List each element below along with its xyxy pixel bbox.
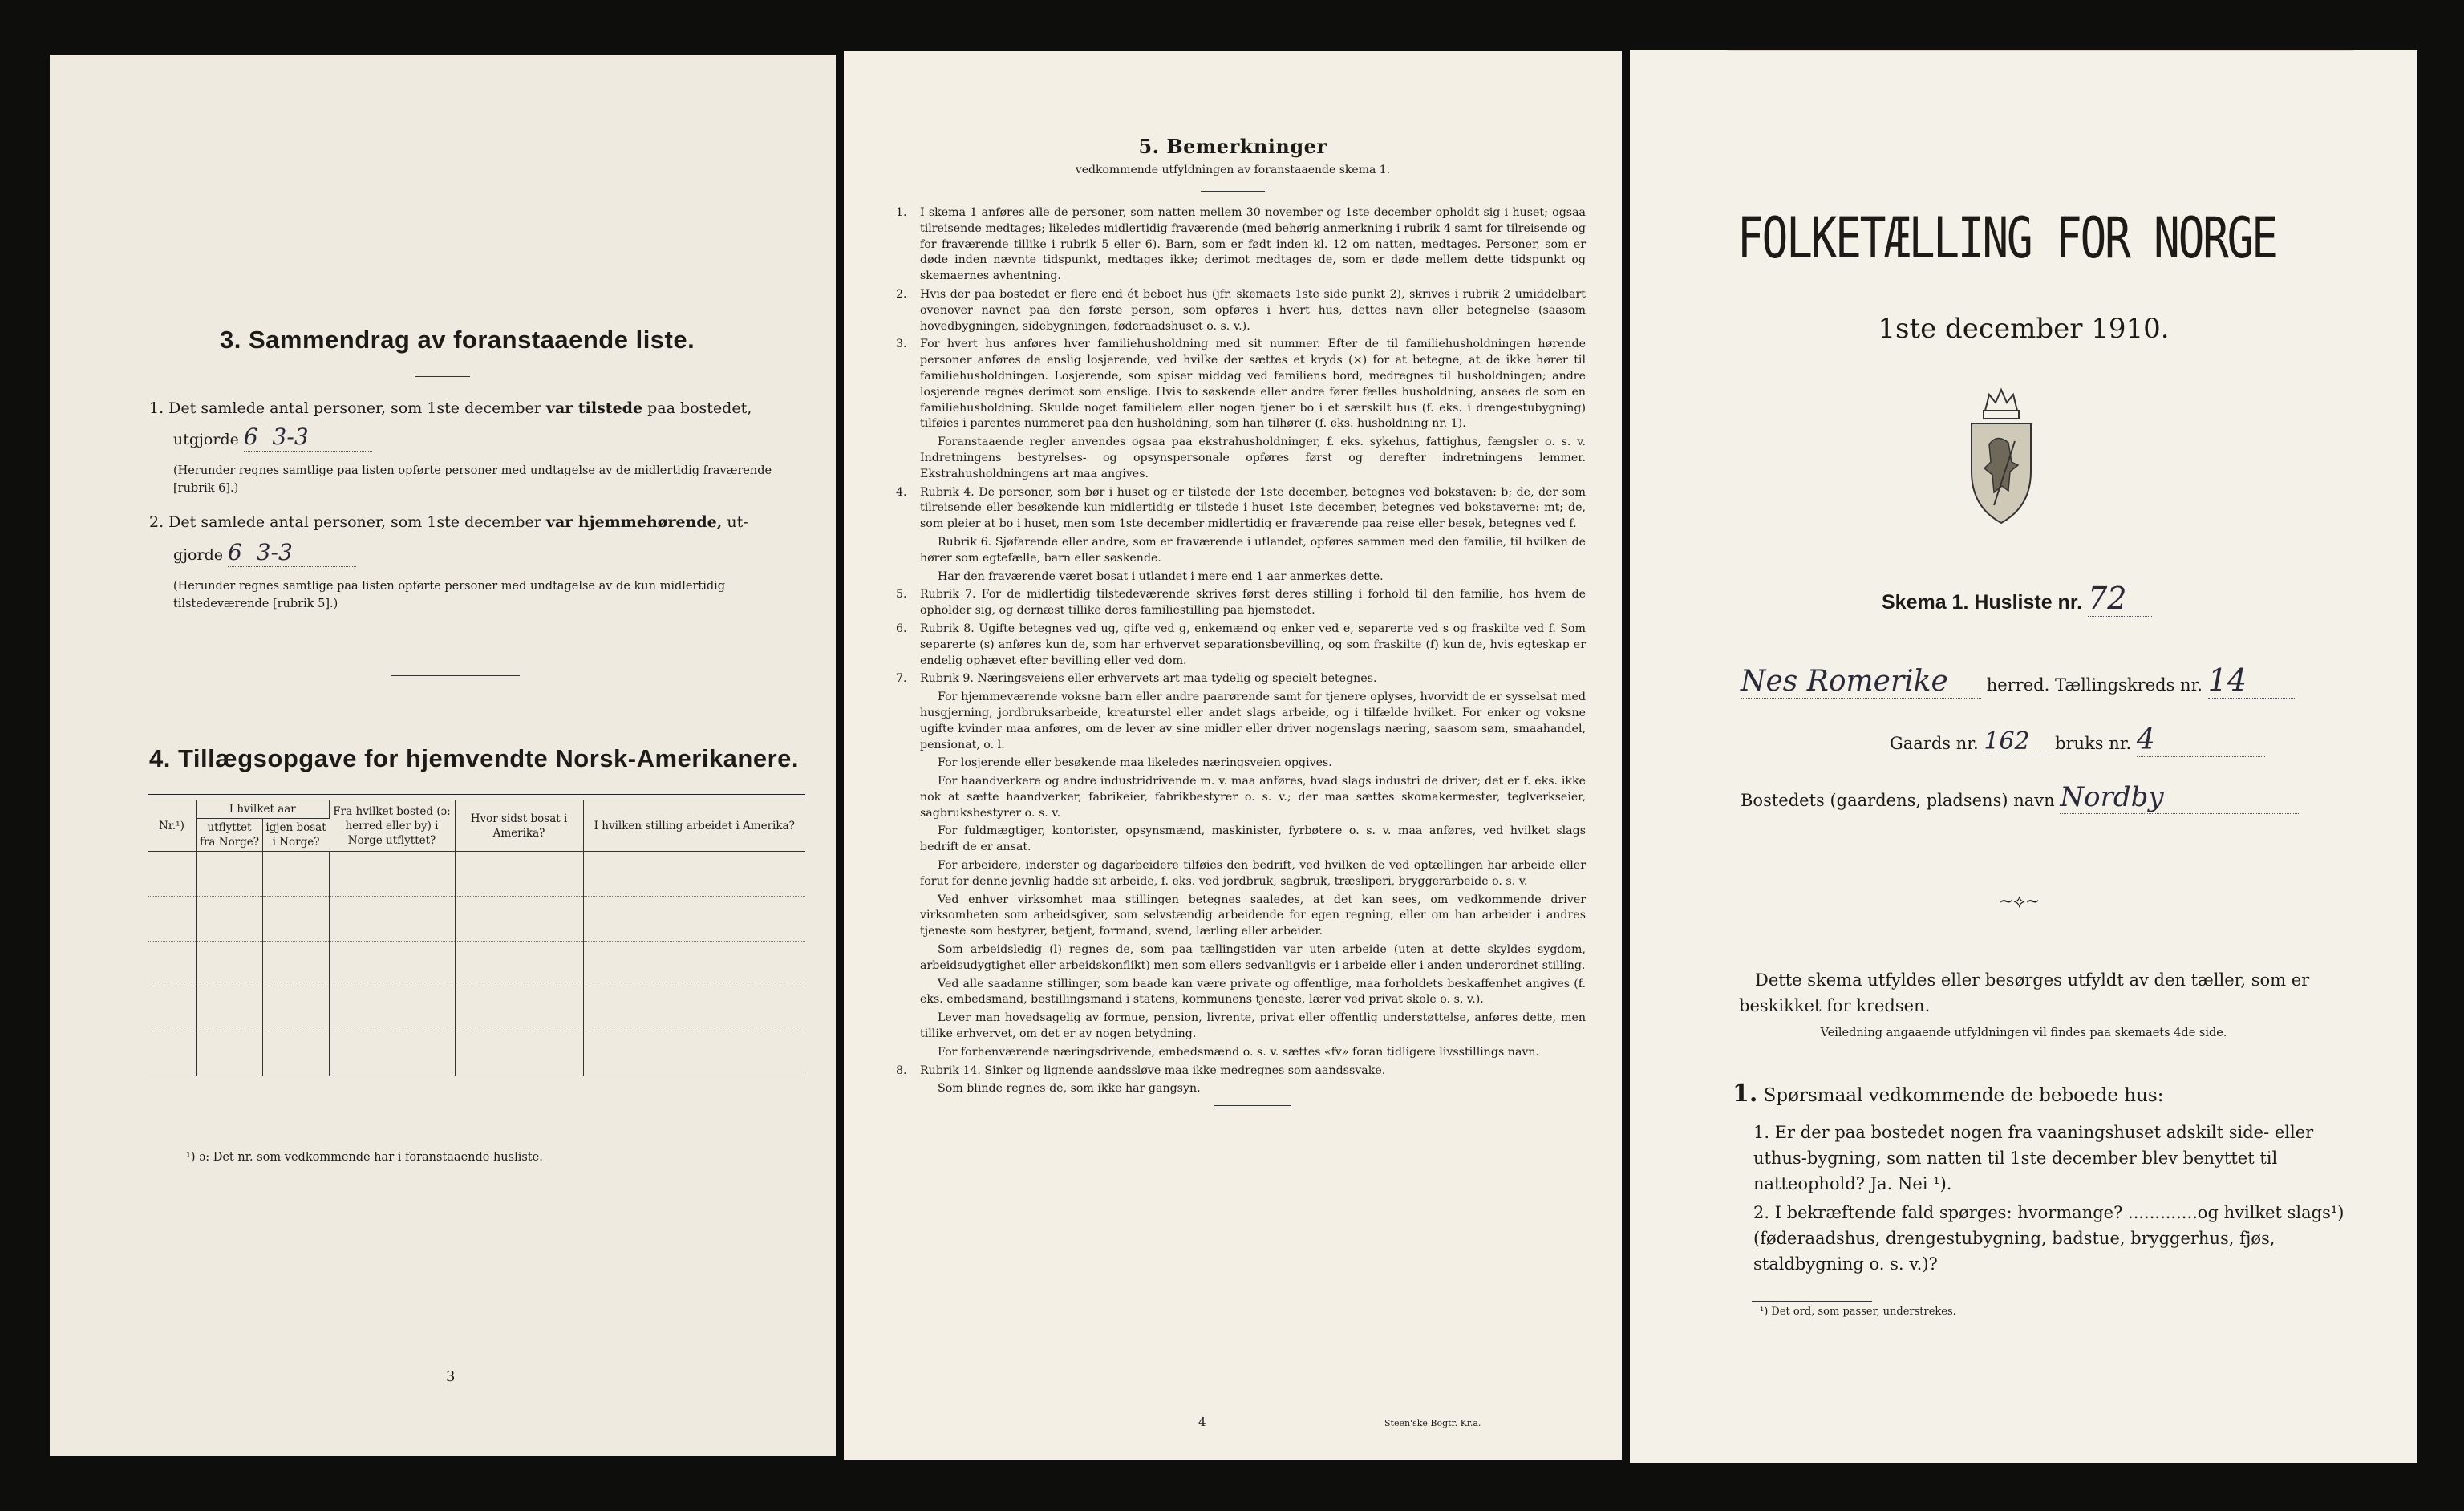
remark-item xyxy=(920,1045,1586,1061)
remarks-subtitle: vedkommende utfyldningen av foranstaaende skema 1. xyxy=(1075,164,1391,176)
page-middle xyxy=(844,51,1622,1460)
item1-utgjorde: utgjorde 6 3-3 xyxy=(173,423,372,453)
remark-item xyxy=(896,587,1586,619)
table-footnote: ¹) ɔ: Det nr. som vedkommende har i foranstaaende husliste. xyxy=(186,1151,543,1164)
remark-item xyxy=(920,690,1586,753)
remark-text: For forhenværende næringsdrivende, embedsmænd o. s. v. sættes «fv» foran tidligere livsstillings navn. xyxy=(938,1045,1540,1059)
page-left xyxy=(50,55,836,1456)
remark-text: For haandverkere og andre industridrivende m. v. maa anføres, hvad slags industri de driver; det er f. eks. ikke nok at sætte haandverker, fabrikeier, fabrikbestyrer o. s. v.; der maa sættes skomakermester, teglverkseier, sagbruksbestyrer o. s. v. xyxy=(920,775,1586,820)
remark-text: Rubrik 6. Sjøfarende eller andre, som er fraværende i utlandet, opføres sammen med den familie, til hvilken de hører som egtefælle, barn eller søskende. xyxy=(920,535,1586,565)
remark-text: For fuldmægtiger, kontorister, opsynsmænd, maskinister, fyrbøtere o. s. v. maa anføres, ved hvilket slags bedrift de er ansat. xyxy=(920,824,1586,854)
remark-text: Rubrik 9. Næringsveiens eller erhvervets art maa tydelig og specielt betegnes. xyxy=(920,672,1377,686)
section3-title: 3. Sammendrag av foranstaaende liste. xyxy=(220,326,695,354)
instruction: Dette skema utfyldes eller besørges utfyldt av den tæller, som er beskikket for kredsen. xyxy=(1739,970,2310,1015)
remark-item xyxy=(896,671,1586,687)
remark-item xyxy=(920,858,1586,890)
remark-number: 1. xyxy=(896,206,907,219)
norsk-amerikanere-table xyxy=(148,800,805,1076)
footnote: ¹) Det ord, som passer, understrekes. xyxy=(1760,1306,1956,1318)
remark-number: 3. xyxy=(896,338,907,351)
remark-text: Har den fraværende været bosat i utlandet i mere end 1 aar anmerkes dette. xyxy=(938,569,1384,583)
herred-line: Nes Romerike herred. Tællingskreds nr. 14 xyxy=(1741,662,2296,699)
remark-item xyxy=(920,977,1586,1009)
item1: 1. Det samlede antal personer, som 1ste december var tilstede paa bostedet, xyxy=(149,399,752,417)
remark-item xyxy=(896,485,1586,533)
item2-gjorde: gjorde 6 3-3 xyxy=(173,539,356,569)
question-2: 2. I bekræftende fald spørges: hvormange? .............og hvilket slags¹) (føderaadshus, drengestubygning, badstue, bryggerhus, fjøs, staldbygning o. s. v.)? xyxy=(1753,1203,2344,1274)
question-heading: 1. Spørsmaal vedkommende de beboede hus: xyxy=(1732,1080,2164,1108)
census-date: 1ste december 1910. xyxy=(1878,313,2170,345)
remarks-title: 5. Bemerkninger xyxy=(1138,135,1327,158)
skema-label: Skema 1. Husliste nr. 72 xyxy=(1882,581,2152,617)
divider xyxy=(415,376,470,377)
remarks-list xyxy=(896,205,1586,1106)
divider xyxy=(1214,1105,1291,1106)
remark-number: 5. xyxy=(896,588,907,602)
table-top-rule xyxy=(148,794,805,800)
remark-number: 6. xyxy=(896,622,907,635)
remark-item xyxy=(896,287,1586,334)
remark-text: For hjemmeværende voksne barn eller andre paarørende samt for tjenere oplyses, hvorvidt de er sysselsat med husgjerning, jordbruksarbeide, kreaturstel eller andet slags arbeide, og i tilfælde hvilket. For enker og voksne ugifte kvinder maa anføres, om de lever av sine midler eller driver nogenslags næring, saasom søm, smaahandel, pensionat, o. l. xyxy=(920,691,1586,751)
remark-text: For arbeidere, inderster og dagarbeidere tilføies den bedrift, ved hvilken de ved optællingen har arbeide eller forut for denne jevnlig hadde sit arbeide, f. eks. ved jordbruk, sagbruk, træsliperi, bryggerarbeide o. s. v. xyxy=(920,859,1586,888)
table-row xyxy=(148,1031,805,1076)
remark-item xyxy=(920,756,1586,772)
divider xyxy=(391,675,520,676)
remark-text: Rubrik 14. Sinker og lignende aandssløve maa ikke medregnes som aandssvake. xyxy=(920,1063,1386,1077)
remark-text: For losjerende eller besøkende maa likeledes næringsveien opgives. xyxy=(938,756,1332,770)
remark-number: 4. xyxy=(896,485,907,499)
table-row xyxy=(148,852,805,897)
remark-number: 2. xyxy=(896,287,907,301)
table-row xyxy=(148,942,805,986)
page-right xyxy=(1630,50,2417,1463)
remark-item xyxy=(920,1081,1586,1097)
remark-item xyxy=(896,205,1586,285)
remark-text: Rubrik 4. De personer, som bør i huset og er tilstede der 1ste december, betegnes ved bokstaven: b; de, der som tilreisende eller besøkende kun midlertidig er tilstede i huset 1ste december, betegnes ved bokstaverne: mt; de, som pleier at bo i huset, men som 1ste december midlertidig er fraværende paa reise eller besøk, betegnes ved f. xyxy=(920,485,1586,531)
remark-item xyxy=(896,1063,1586,1080)
remark-item xyxy=(920,569,1586,585)
remark-item xyxy=(920,774,1586,821)
remark-text: Ved alle saadanne stillinger, som baade kan være private og offentlige, maa forholdets beskaffenhet angives (f. eks. embedsmand, bestillingsmand i statens, kommunens tjeneste, lærer ved privat skole o. s. v.). xyxy=(920,977,1586,1007)
item1-note: (Herunder regnes samtlige paa listen opførte personer med undtagelse av de midlertidig fraværende [rubrik 6].) xyxy=(173,464,772,495)
col-igjen: igjen bosat i Norge? xyxy=(263,819,330,852)
coat-of-arms-icon xyxy=(1962,385,2040,528)
table-row xyxy=(148,897,805,942)
col-utflyttet: utflyttet fra Norge? xyxy=(197,819,263,852)
remark-text: Ved enhver virksomhet maa stillingen betegnes saaledes, at det kan sees, om vedkommende driver virksomheten som arbeidsgiver, som selvstændig arbeidende for egen regning, eller om han arbeider i andres tjeneste som bestyrer, betjent, formand, svend, lærling eller arbeider. xyxy=(920,893,1586,938)
remark-number: 7. xyxy=(896,672,907,686)
edge xyxy=(1728,50,2353,51)
remark-item xyxy=(896,622,1586,669)
remark-text: Foranstaaende regler anvendes ogsaa paa ekstrahusholdninger, f. eks. sykehus, fattighus, fængsler o. s. v. Indretningens bestyrelses- og opsynspersonale opføres først og derefter indretningens lemmer. Ekstrahusholdningens art maa angives. xyxy=(920,435,1586,480)
col-group: I hvilket aar xyxy=(197,800,330,819)
table-row xyxy=(148,986,805,1031)
herred-value: Nes Romerike xyxy=(1741,665,1981,699)
gaards-nr: 162 xyxy=(1984,727,2049,756)
remark-text: Som arbeidsledig (l) regnes de, som paa tællingstiden var uten arbeide (uten at dette skyldes sygdom, arbeidsudygtighet eller arbeidskonflikt) men som ellers sedvanligvis er i arbeide eller i anden underordnet stilling. xyxy=(920,943,1586,972)
remark-text: Rubrik 8. Ugifte betegnes ved ug, gifte ved g, enkemænd og enker ved e, separerte ved s og fraskilte ved f. Som separerte (s) anføres kun de, som har erhvervet separationsbevilling, og som fraskilte (f) kun de, hvis egteskap er endelig ophævet efter bevilling eller ved dom. xyxy=(920,622,1586,667)
divider xyxy=(1752,1301,1872,1302)
divider xyxy=(1201,191,1265,192)
page-number: 4 xyxy=(1198,1415,1206,1429)
remark-number: 8. xyxy=(896,1063,907,1077)
bosted-value: Nordby xyxy=(2060,781,2300,814)
form-title: FOLKETÆLLING FOR NORGE xyxy=(1737,205,2276,271)
remark-text: Som blinde regnes de, som ikke har gangsyn. xyxy=(938,1082,1201,1096)
page-number: 3 xyxy=(446,1368,456,1385)
printer-imprint: Steen'ske Bogtr. Kr.a. xyxy=(1384,1418,1481,1428)
item2: 2. Det samlede antal personer, som 1ste december var hjemmehørende, ut- xyxy=(149,513,748,531)
remark-text: Lever man hovedsagelig av formue, pension, livrente, privat eller offentlig understøttelse, anføres dette, men tillike erhvervet, om det er av nogen betydning. xyxy=(920,1011,1586,1041)
remark-item xyxy=(920,535,1586,567)
bruks-nr: 4 xyxy=(2137,723,2265,757)
remark-text: Rubrik 7. For de midlertidig tilstedeværende skrives først deres stilling i forhold til den familie, hos hvem de opholder sig, og dernæst tillike deres familiestilling paa hjemstedet. xyxy=(920,588,1586,618)
item2-note: (Herunder regnes samtlige paa listen opførte personer med undtagelse av de kun midlertidig tilstedeværende [rubrik 5].) xyxy=(173,580,726,610)
col-stilling: I hvilken stilling arbeidet i Amerika? xyxy=(583,800,805,852)
ornament: ~⟡~ xyxy=(1999,892,2040,912)
question-1: 1. Er der paa bostedet nogen fra vaaningshuset adskilt side- eller uthus-bygning, som natten til 1ste december blev benyttet til natteophold? Ja. Nei ¹). xyxy=(1753,1123,2314,1193)
remark-text: Hvis der paa bostedet er flere end ét beboet hus (jfr. skemaets 1ste side punkt 2), skrives i rubrik 2 umiddelbart ovenover navnet paa den første person, som opføres i hvert hus, dettes navn eller betegnelse (saasom hovedbygningen, sidebygningen, føderaadshuset o. s. v.). xyxy=(920,287,1586,333)
husliste-nr: 72 xyxy=(2088,581,2152,617)
remark-text: For hvert hus anføres hver familiehusholdning med sit nummer. Efter de til familiehusholdningen hørende personer anføres de enslig losjerende, ved hvilke der sættes et kryds (×) for at betegne, at de ikke hører til familiehusholdningen. Losjerende, som spiser middag ved familiens bord, medregnes til husholdningen; andre losjerende regnes derimot som enslige. Hvis to søskende eller andre fører fælles husholdning, ansees de som en familiehusholdning. Skulde noget familielem eller nogen tjener bo i et særskilt hus (f. eks. i drengestubygning) tilføies i parentes nummeret paa den husholdning, som han tilhører (f. eks. husholdning nr. 1). xyxy=(920,338,1586,431)
section4-title: 4. Tillægsopgave for hjemvendte Norsk-Amerikanere. xyxy=(149,744,800,772)
col-nr: Nr.¹) xyxy=(148,800,197,852)
remark-item xyxy=(920,435,1586,482)
remark-item xyxy=(920,824,1586,856)
instruction-note: Veiledning angaaende utfyldningen vil findes paa skemaets 4de side. xyxy=(1820,1027,2227,1039)
col-sidst-bosat: Hvor sidst bosat i Amerika? xyxy=(455,800,583,852)
remark-text: I skema 1 anføres alle de personer, som natten mellem 30 november og 1ste december opholdt sig i huset; ogsaa tilreisende medtages; likeledes midlertidig fraværende (med behørig anmerkning i rubrik 4 samt for tilreisende og for fraværende tillike i rubrik 5 eller 6). Barn, som er født inden kl. 12 om natten, medtages. Personer, som er døde inden nævnte tidspunkt, medtages ikke; derimot medtages de, som er døde mellem dette tidspunkt og skemaernes avhentning. xyxy=(920,206,1586,283)
kreds-nr: 14 xyxy=(2208,662,2296,699)
col-fra-bosted: Fra hvilket bosted (ɔ: herred eller by) i Norge utflyttet? xyxy=(329,800,455,852)
bosted-line: Bostedets (gaardens, pladsens) navn Nordby xyxy=(1741,781,2300,814)
remark-item xyxy=(920,893,1586,940)
remark-item xyxy=(896,337,1586,432)
gaards-line: Gaards nr. 162 bruks nr. 4 xyxy=(1890,723,2265,757)
remark-item xyxy=(920,942,1586,974)
remark-item xyxy=(920,1011,1586,1043)
